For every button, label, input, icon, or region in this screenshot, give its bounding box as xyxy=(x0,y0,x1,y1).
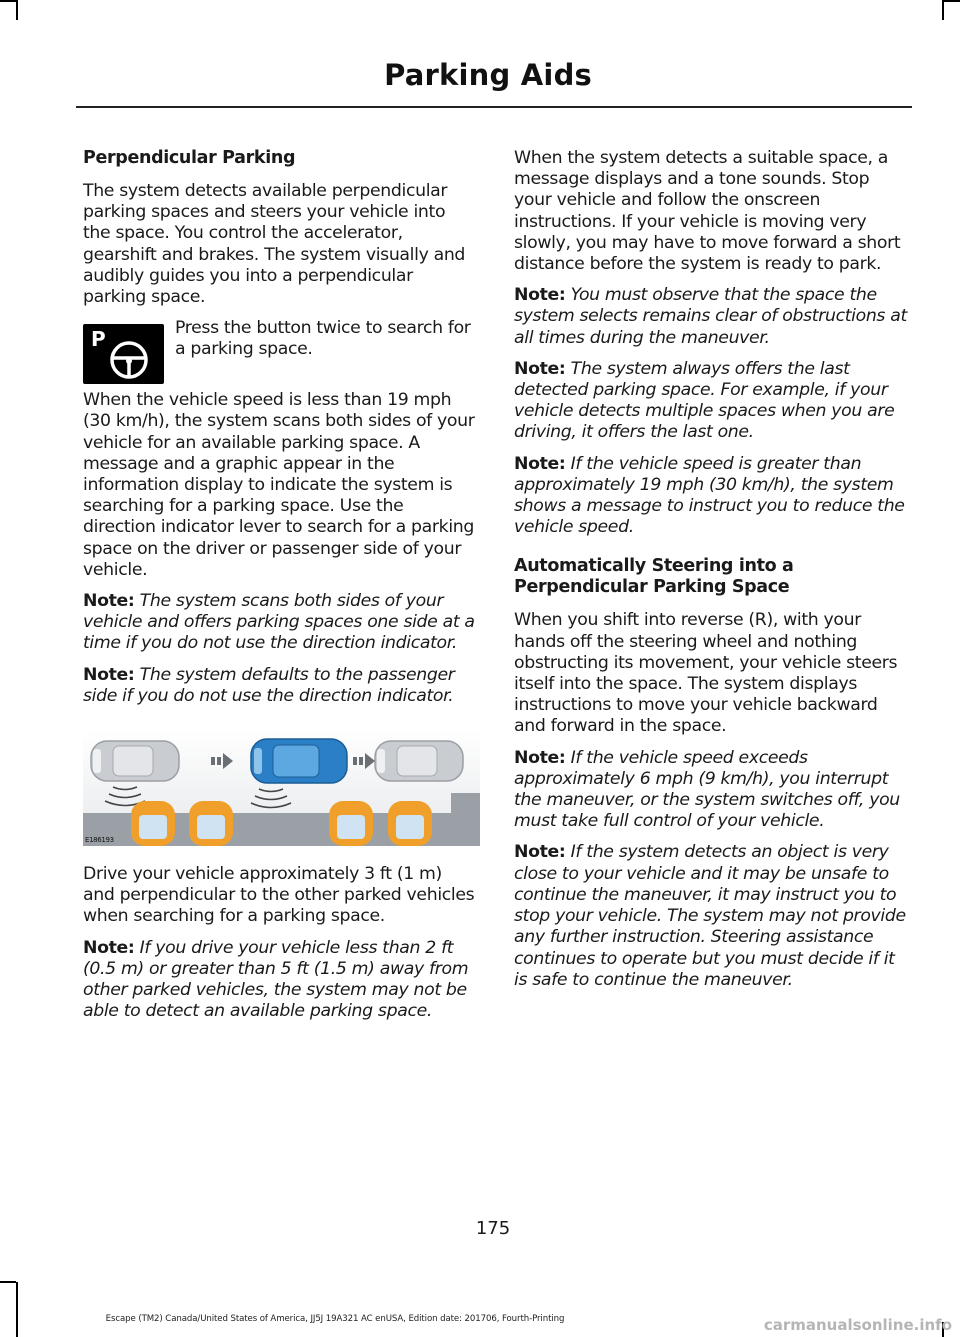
parking-search-illustration xyxy=(83,729,480,846)
parked-vehicle xyxy=(388,801,432,846)
note xyxy=(83,938,475,1023)
left-column xyxy=(83,148,475,1032)
note-text: The system always offers the last detected parking space. For example, if your vehicle detects multiple spaces when you are driving, it offers the last one. xyxy=(514,358,895,443)
parked-vehicle xyxy=(329,801,373,846)
section-heading: Automatically Steering into a Perpendicular Parking Space xyxy=(514,556,794,598)
note-text: The system scans both sides of your vehicle and offers parking spaces one side at a time if you do not use the direction indicator. xyxy=(83,591,475,654)
note-text: If the vehicle speed is greater than approximately 19 mph (30 km/h), the system shows a message to instruct you to reduce the vehicle speed. xyxy=(514,453,905,538)
button-instruction xyxy=(83,318,475,380)
note-text: If the system detects an object is very close to your vehicle and it may be unsafe to continue the maneuver, it may instruct you to stop your vehicle. The system may not provide any further instruction. Steering assistance continues to operate but you must decide if it is safe to continue the maneuver. xyxy=(514,842,906,990)
note-text: If the vehicle speed exceeds approximately 6 mph (9 km/h), you interrupt the maneuver, or the system switches off, you must take full control of your vehicle. xyxy=(514,747,900,832)
crop-mark xyxy=(16,0,18,20)
crop-mark xyxy=(0,0,16,2)
car-gray-left xyxy=(91,741,179,781)
note xyxy=(514,454,908,539)
crop-mark xyxy=(16,1282,18,1337)
note xyxy=(83,591,475,655)
note-label: Note: xyxy=(514,747,566,768)
note-label: Note: xyxy=(83,591,135,612)
watermark: carmanualsonline.info xyxy=(763,1316,952,1334)
reverse-paragraph: When you shift into reverse (R), with your hands off the steering wheel and nothing obstructing its movement, your vehicle steers itself into the space. The system displays instructions to move your vehicle backward and forward in the space. xyxy=(514,610,898,737)
page-number: 175 xyxy=(475,1218,511,1239)
figure-code: E186193 xyxy=(85,836,114,845)
svg-text:P: P xyxy=(91,327,106,352)
crop-mark xyxy=(944,0,960,2)
parked-vehicle xyxy=(131,801,175,846)
note-label: Note: xyxy=(514,285,566,306)
intro-paragraph: The system detects available perpendicular parking spaces and steers your vehicle into the space. You control the accelerator, gearshift and brakes. The system visually and audibly guides you into a perpendicular parking space. xyxy=(83,181,466,308)
note xyxy=(514,359,908,444)
section-heading: Perpendicular Parking xyxy=(83,148,296,168)
right-column xyxy=(514,148,908,1001)
footer-info: Escape (TM2) Canada/United States of America, JJ5J 19A321 AC enUSA, Edition date: 201706, Fourth-Printing xyxy=(105,1314,565,1324)
note xyxy=(514,842,908,990)
suitable-paragraph: When the system detects a suitable space, a message displays and a tone sounds. Stop your vehicle and follow the onscreen instructions. If your vehicle is moving very slowly, you may have to move forward a short distance before the system is ready to park. xyxy=(514,148,901,275)
crop-mark xyxy=(942,0,944,20)
note-label: Note: xyxy=(83,664,135,685)
note-text: If you drive your vehicle less than 2 ft (0.5 m) or greater than 5 ft (1.5 m) away from other parked vehicles, the system may not be able to detect an available parking space. xyxy=(83,937,469,1022)
note-label: Note: xyxy=(514,453,566,474)
note xyxy=(514,285,908,349)
parked-vehicle xyxy=(189,801,233,846)
drive-paragraph: Drive your vehicle approximately 3 ft (1 m) and perpendicular to the other parked vehicles when searching for a parking space. xyxy=(83,864,475,927)
car-blue-center xyxy=(251,739,347,783)
note xyxy=(83,665,475,707)
scan-paragraph: When the vehicle speed is less than 19 mph (30 km/h), the system scans both sides of your vehicle for an available parking space. A message and a graphic appear in the information display to indicate the system is searching for a parking space. Use the direction indicator lever to search for a parking space on the driver or passenger side of your vehicle. xyxy=(83,390,475,580)
note xyxy=(514,748,908,833)
page-title: Parking Aids xyxy=(384,58,592,92)
car-gray-right xyxy=(375,741,463,781)
header-rule xyxy=(76,106,912,108)
crop-mark xyxy=(0,1281,16,1283)
note-label: Note: xyxy=(514,842,566,863)
note-text: The system defaults to the passenger side if you do not use the direction indicator. xyxy=(83,664,455,706)
note-label: Note: xyxy=(83,937,135,958)
button-text: Press the button twice to search for a parking space. xyxy=(175,318,471,360)
note-label: Note: xyxy=(514,358,566,379)
note-text: You must observe that the space the system selects remains clear of obstructions at all times during the maneuver. xyxy=(514,285,907,348)
parking-assist-steering-wheel-icon xyxy=(83,324,164,384)
